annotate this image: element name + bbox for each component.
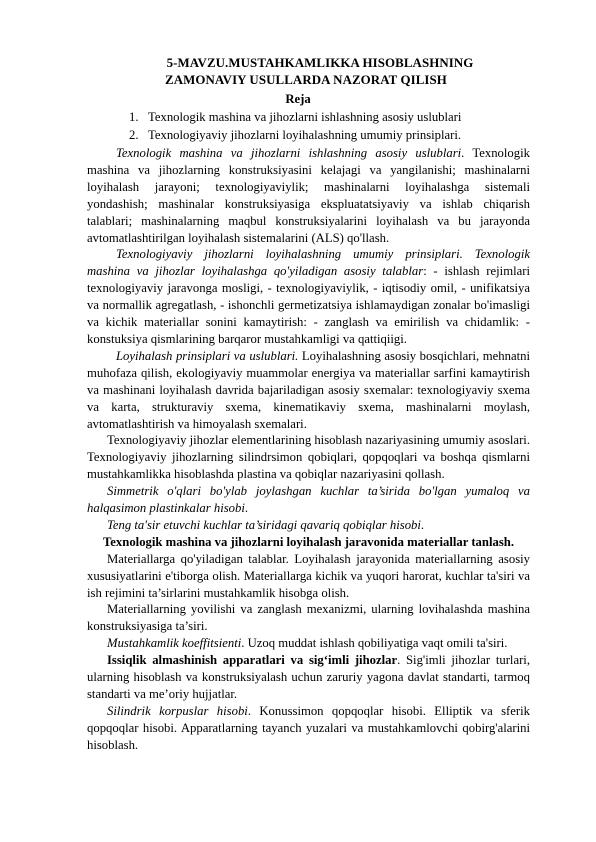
plan-heading: Reja xyxy=(285,92,311,106)
paragraph-strength-coefficient xyxy=(87,635,530,652)
paragraph-plates xyxy=(87,483,530,517)
paragraph-lead: Mustahkamlik koeffitsienti xyxy=(107,636,242,651)
paragraph-lead: Texnologiyaviy jihozlarni loyihalashning umumiy prinsiplari. Texnologik mashina va jihozlar loyihalashga qo'yiladigan asosiy talablar xyxy=(87,247,530,279)
plan-item-number: 2. xyxy=(129,128,139,142)
paragraph-text: . Konussimon qopqoqlar hisobi. Elliptik va sferik qopqoqlar hisobi. Apparatlarning tayanch yuzalari va mustahkamlovchi qobirg'alarini hisoblash. xyxy=(87,703,530,752)
plan-item-number: 1. xyxy=(129,110,139,124)
paragraph-text: Loyihalashning asosiy bosqichlari, mehnatni muhofaza qilish, ekologiyaviy muammolar energiya va materiallar sarfini kamaytirish va mashinani loyihalash davrida bajariladigan asosiy sxemalar: texnologiyaviy sxema va karta, strukturaviy sxema, kinematikaviy sxema, mashinalarni moylash, avtomatlashtirish va himoyalash sxemalari. xyxy=(87,348,530,431)
paragraph-design-principles xyxy=(87,246,530,347)
document-title-line-2: ZAMONAVIY USULLARDA NAZORAT QILISH xyxy=(165,73,447,87)
paragraph-material-requirements: Materiallarga qo'yiladigan talablar. Loyihalash jarayonida materiallarning asosiy xususiyatlarini e'tiborga olish. Materiallarga kichik va yuqori harorat, kuchlar ta'siri va ish rejimini ta’sirlarini mustahkamlik hisobga olish. xyxy=(87,551,530,600)
plan-item-text: Texnologiyaviy jihozlarni loyihalashning umumiy prinsiplari. xyxy=(148,128,462,142)
paragraph-text: . xyxy=(244,501,249,516)
paragraph-text: : - ishlash rejimlari texnologiyaviy jaravonga mosligi, - texnologiyaviylik, - iqtisodiy omil, - unifikatsiya va normallik agregatlash, - ishonchli germetizatsiya ishlamaydigan zonalar bo'imasligi va kichik materiallar sonini kamaytirish: - zanglash va emirilish va chidamlik: - konstuksiya qismlarining barqaror mustahkamligi va qattiqiigi. xyxy=(87,264,530,346)
section-subheading: Texnologik mashina va jihozlarni loyihalash jaravonida materiallar tanlash. xyxy=(103,534,514,549)
paragraph-lead: Simmetrik o'qlari bo'ylab joylashgan kuchlar ta’sirida bo'lgan yumaloq va halqasimon plastinkalar hisobi xyxy=(87,484,530,516)
paragraph-working-methods xyxy=(87,145,530,246)
paragraph-cylindrical-shells xyxy=(87,703,530,754)
paragraph-lead: Issiqlik almashinish apparatlari va sig‘imli jihozlar xyxy=(107,653,398,668)
paragraph-lead: Teng ta'sir etuvchi kuchlar ta’siridagi qavariq qobiqlar hisobi xyxy=(107,517,421,532)
paragraph-lead: Texnologik mashina va jihozlarni ishlashning asosiy uslublari xyxy=(116,146,462,160)
paragraph-text: . Uzoq muddat ishlash qobiliyatiga vaqt omili ta'siri. xyxy=(241,636,508,651)
paragraph-design-methods xyxy=(87,348,530,433)
paragraph-text: . xyxy=(420,517,425,532)
paragraph-calculation-theory: Texnologiyaviy jihozlar elementlarining hisoblash nazariyasining umumiy asoslari. Texnologiyaviy jihozlarning silindrsimon qobiqlari, qopqoqlari va boshqa qismlarni mustahkamlikka hisoblashda plastina va qobiqlar nazariyasini qollash. xyxy=(87,433,530,482)
paragraph-shells xyxy=(87,517,530,534)
plan-item xyxy=(129,127,461,144)
paragraph-corrosion: Materiallarning yovilishi va zanglash mexanizmi, ularning lovihalashda mashina konstruksiyasiga ta’siri. xyxy=(87,602,530,634)
paragraph-text: . Texnologik mashina va jihozlarning konstruksiyasini kelajagi va yangilanishi; mashinalarni loyihalash jarayoni; texnologiyaviylik; mashinalarni loyihalashga sistemali yondashish; mashinalar konstruksiyasiga ekspluatatsiyaviy va ishlab chiqarish talablari; mashinalarning maqbul konstruksiyalarini loyihalash va bu jarayonda avtomatlashtirilgan loyihalash sistemalarini (ALS) qo'llash. xyxy=(87,146,530,245)
paragraph-heat-exchangers xyxy=(87,652,530,703)
document-title-line-1: 5-MAVZU.MUSTAHKAMLIKKA HISOBLASHNING xyxy=(166,56,474,70)
paragraph-lead: Silindrik korpuslar hisobi xyxy=(107,703,248,718)
paragraph-lead: Loyihalash prinsiplari va uslublari. xyxy=(116,348,299,363)
plan-item-text: Texnologik mashina va jihozlarni ishlashning asosiy uslublari xyxy=(148,110,462,124)
plan-item xyxy=(129,109,461,126)
paragraph-text: . Sig'imli jihozlar turlari, ularning hisoblash va konstruksiyalash uchun zaruriy yagona davlat standarti, tarmoq standarti va me’oriy hujjatlar. xyxy=(87,653,530,701)
document-body xyxy=(87,145,530,754)
